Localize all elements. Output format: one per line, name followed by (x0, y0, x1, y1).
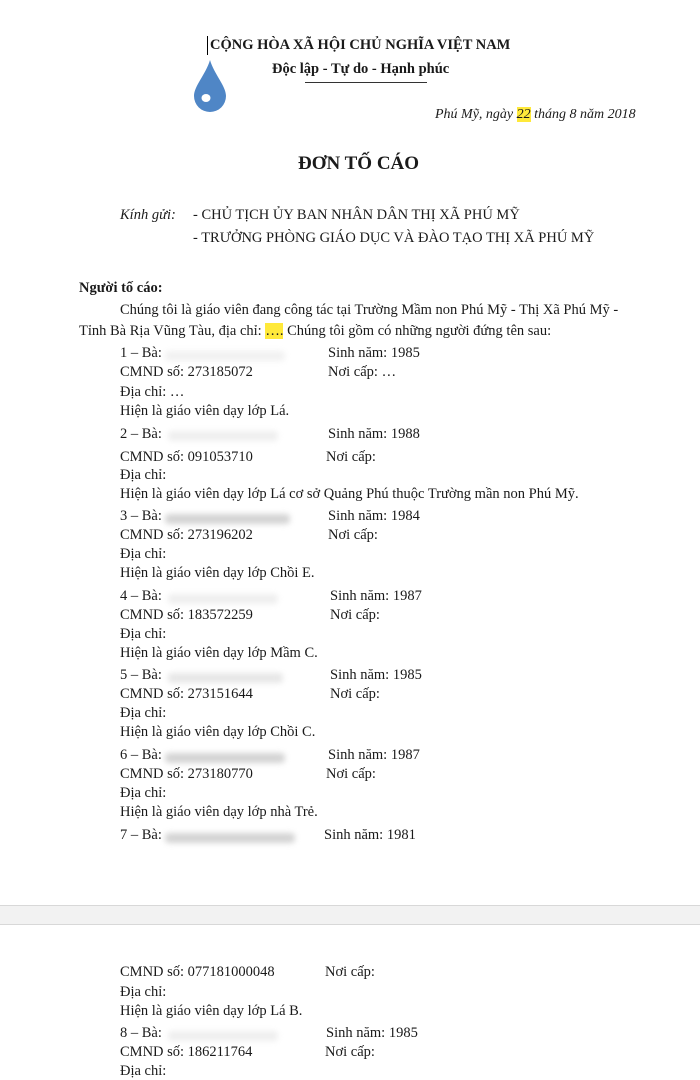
nation-heading: CỘNG HÒA XÃ HỘI CHỦ NGHĨA VIỆT NAM (210, 37, 511, 53)
addressee-line-1: - CHỦ TỊCH ỦY BAN NHÂN DÂN THỊ XÃ PHÚ MỸ (193, 207, 520, 223)
person-2-birth: Sinh năm: 1988 (328, 426, 420, 442)
person-2-address: Địa chỉ: (120, 467, 167, 483)
person-3-address: Địa chỉ: (120, 546, 167, 562)
date-suffix: tháng 8 năm 2018 (530, 107, 636, 122)
person-5-name: 5 – Bà: (120, 667, 162, 683)
person-4-place: Nơi cấp: (330, 607, 380, 623)
person-8-place: Nơi cấp: (325, 1044, 375, 1060)
section-label: Người tố cáo: (79, 280, 163, 296)
water-drop-logo-icon (192, 58, 228, 114)
date-prefix: Phú Mỹ, ngày (435, 107, 517, 122)
motto-underline (305, 82, 427, 83)
person-4-cmnd: CMND số: 183572259 (120, 607, 253, 623)
redacted-name (168, 594, 278, 604)
person-8-birth: Sinh năm: 1985 (326, 1025, 418, 1041)
person-6-name: 6 – Bà: (120, 747, 162, 763)
person-8-cmnd: CMND số: 186211764 (120, 1044, 253, 1060)
person-1-address: Địa chỉ: … (120, 384, 185, 400)
person-4-job: Hiện là giáo viên dạy lớp Mầm C. (120, 645, 318, 661)
redacted-name (165, 833, 295, 843)
person-1-job: Hiện là giáo viên dạy lớp Lá. (120, 403, 290, 419)
date-line (435, 107, 636, 123)
person-3-place: Nơi cấp: (328, 527, 378, 543)
person-1-cmnd: CMND số: 273185072 (120, 364, 253, 380)
text-cursor (207, 36, 208, 55)
addressee-label: Kính gửi: (120, 207, 176, 223)
document-title: ĐƠN TỐ CÁO (298, 153, 420, 174)
redacted-name (168, 1031, 278, 1041)
person-5-address: Địa chỉ: (120, 705, 167, 721)
person-1-place: Nơi cấp: … (328, 364, 397, 380)
person-4-name: 4 – Bà: (120, 588, 162, 604)
person-6-place: Nơi cấp: (326, 766, 376, 782)
page-break (0, 905, 700, 925)
person-6-address: Địa chỉ: (120, 785, 167, 801)
document-page-2 (0, 925, 700, 1079)
person-4-birth: Sinh năm: 1987 (330, 588, 422, 604)
redacted-name (168, 431, 278, 441)
person-5-job: Hiện là giáo viên dạy lớp Chồi C. (120, 724, 316, 740)
person-7-name: 7 – Bà: (120, 827, 162, 843)
person-3-cmnd: CMND số: 273196202 (120, 527, 253, 543)
person-7-job: Hiện là giáo viên dạy lớp Lá B. (120, 1003, 303, 1019)
person-7-birth: Sinh năm: 1981 (324, 827, 416, 843)
person-2-name: 2 – Bà: (120, 426, 162, 442)
redacted-name (165, 753, 285, 763)
person-2-cmnd: CMND số: 091053710 (120, 449, 253, 465)
person-3-birth: Sinh năm: 1984 (328, 508, 420, 524)
person-6-cmnd: CMND số: 273180770 (120, 766, 253, 782)
intro-line-2 (79, 323, 551, 340)
person-3-job: Hiện là giáo viên dạy lớp Chồi E. (120, 565, 315, 581)
date-day-highlight: 22 (516, 107, 531, 122)
person-6-birth: Sinh năm: 1987 (328, 747, 420, 763)
person-5-cmnd: CMND số: 273151644 (120, 686, 253, 702)
person-7-address: Địa chỉ: (120, 984, 167, 1000)
person-3-name: 3 – Bà: (120, 508, 162, 524)
person-6-job: Hiện là giáo viên dạy lớp nhà Trẻ. (120, 804, 318, 820)
intro-text-a: Tỉnh Bà Rịa Vũng Tàu, địa chỉ: (79, 323, 266, 339)
person-5-place: Nơi cấp: (330, 686, 380, 702)
motto: Độc lập - Tự do - Hạnh phúc (272, 61, 450, 77)
person-2-place: Nơi cấp: (326, 449, 376, 465)
person-8-address: Địa chỉ: (120, 1063, 167, 1079)
intro-line-1: Chúng tôi là giáo viên đang công tác tại Trường Mầm non Phú Mỹ - Thị Xã Phú Mỹ - (120, 302, 619, 318)
address-highlight: …. (265, 323, 284, 339)
person-8-name: 8 – Bà: (120, 1025, 162, 1041)
redacted-name (168, 673, 283, 683)
person-7-cmnd: CMND số: 077181000048 (120, 964, 275, 980)
person-5-birth: Sinh năm: 1985 (330, 667, 422, 683)
redacted-name (165, 351, 285, 361)
person-4-address: Địa chỉ: (120, 626, 167, 642)
person-1-name: 1 – Bà: (120, 345, 162, 361)
intro-text-b: Chúng tôi gồm có những người đứng tên sau: (283, 323, 552, 339)
redacted-name (165, 514, 290, 524)
person-2-job: Hiện là giáo viên dạy lớp Lá cơ sở Quảng Phú thuộc Trường mần non Phú Mỹ. (120, 486, 579, 502)
person-7-place: Nơi cấp: (325, 964, 375, 980)
person-1-birth: Sinh năm: 1985 (328, 345, 420, 361)
addressee-line-2: - TRƯỞNG PHÒNG GIÁO DỤC VÀ ĐÀO TẠO THỊ XÃ PHÚ MỸ (193, 230, 595, 246)
